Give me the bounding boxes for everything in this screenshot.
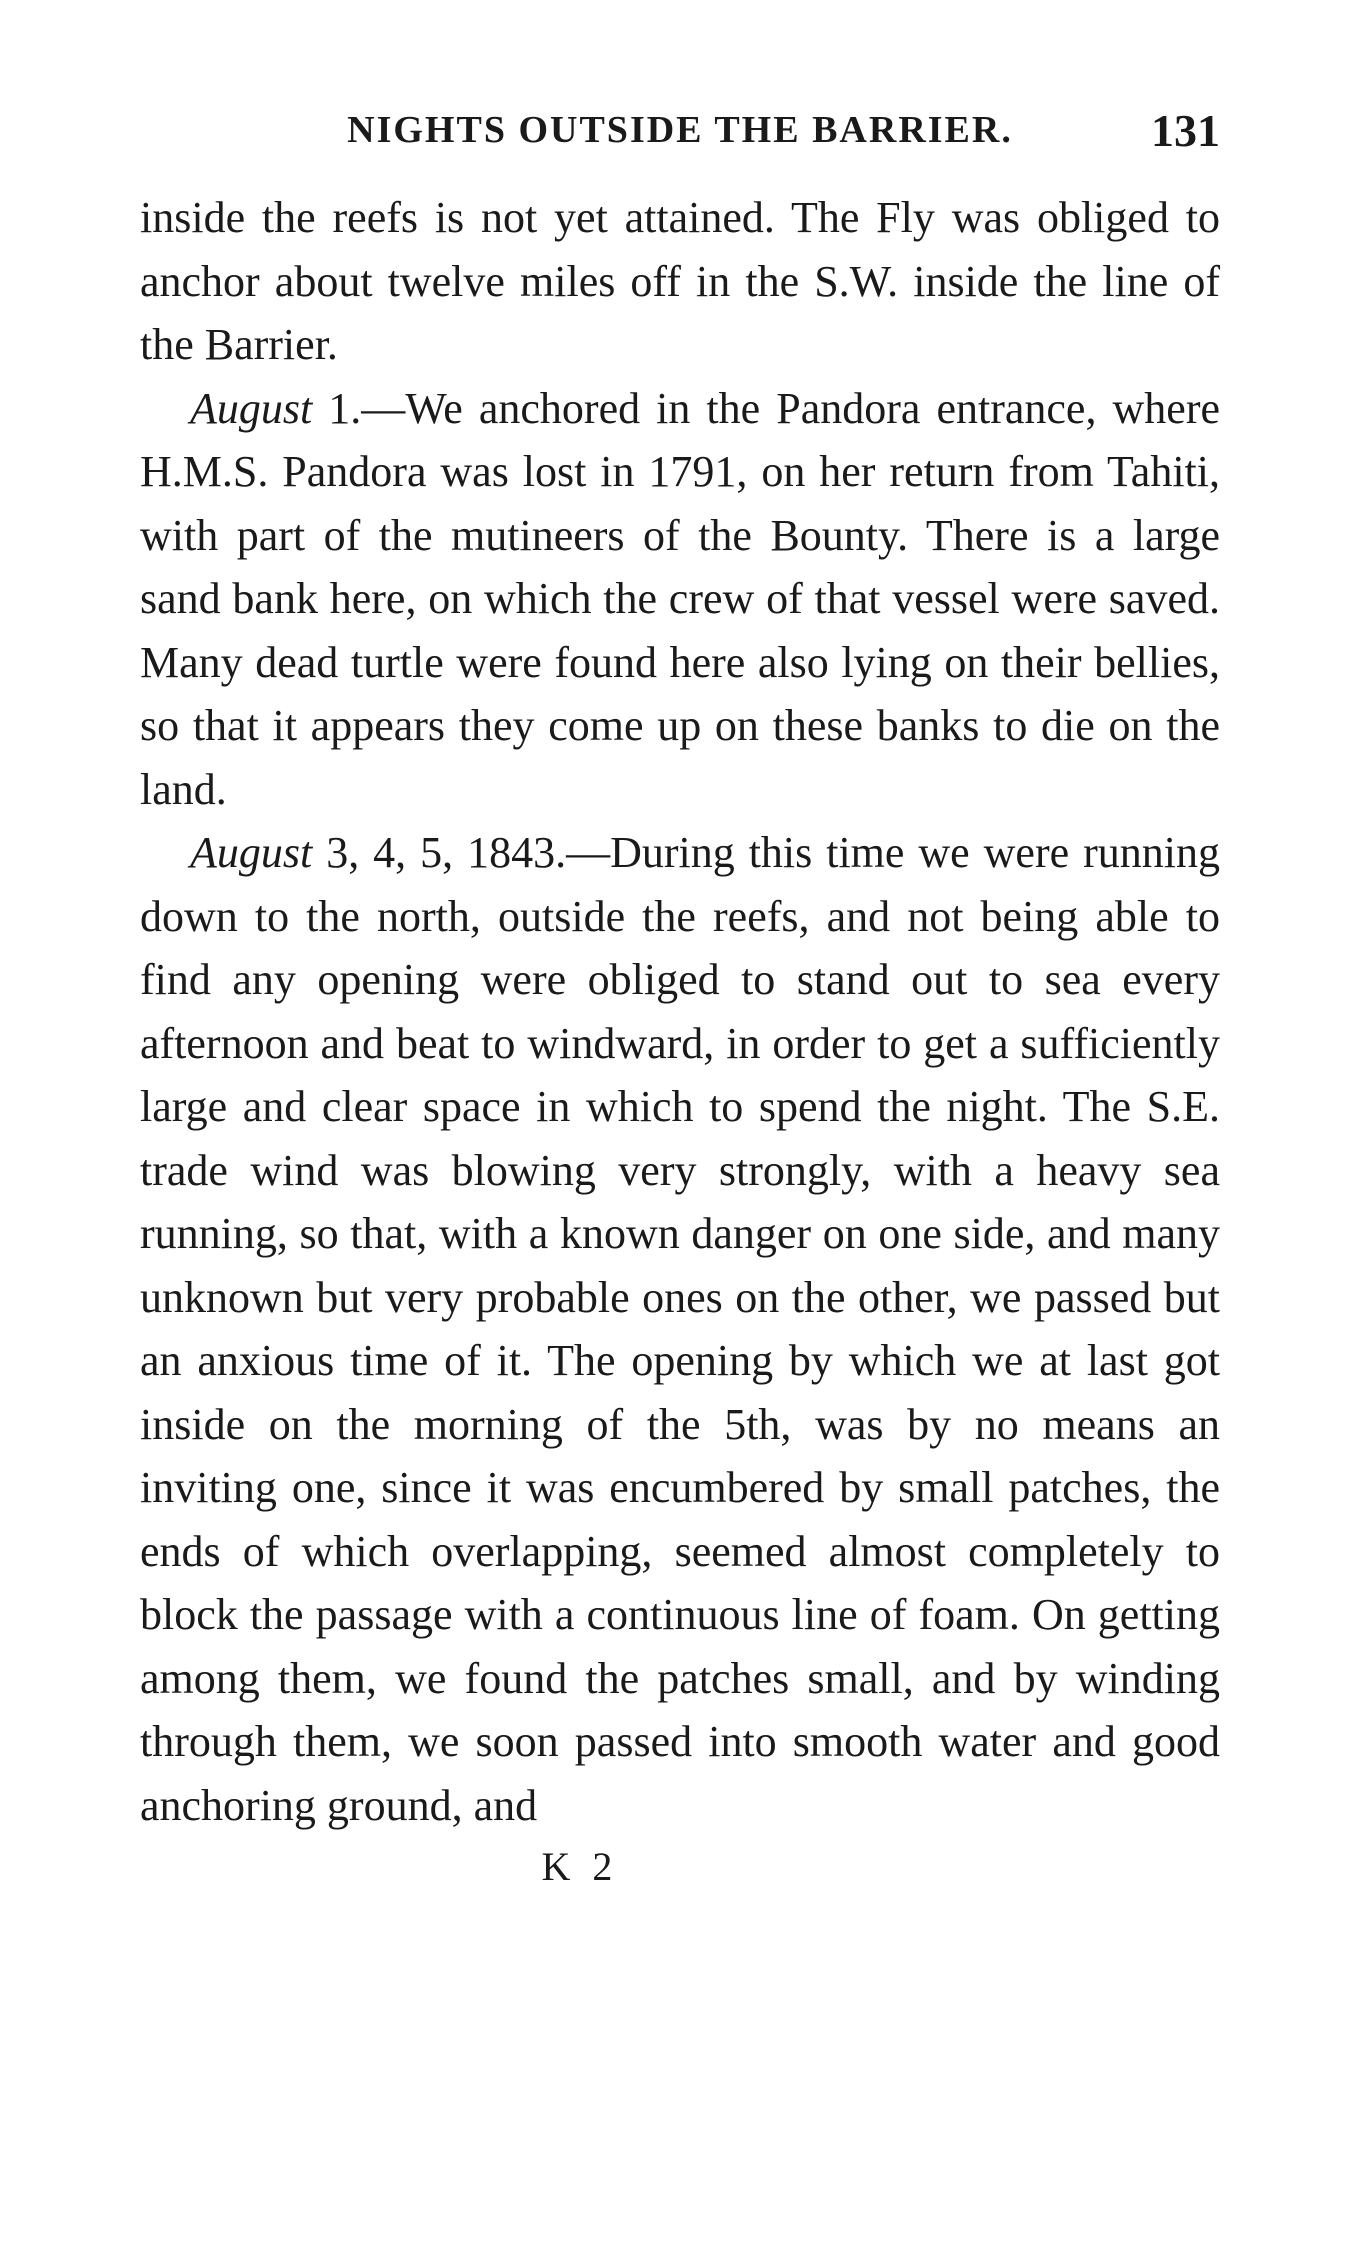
- paragraph-2-date: August: [190, 383, 313, 433]
- paragraph-3-text: 3, 4, 5, 1843.—During this time we were running down to the north, outside the reefs, and not being able to find any opening were obliged to stand out to sea every afternoon and beat to windward, in order to get a sufficiently large and clear space in which to spend the night. The S.E. trade wind was blowing very strongly, with a heavy sea running, so that, with a known danger on one side, and many unknown but very probable ones on the other, we passed but an anxious time of it. The opening by which we at last got inside on the morning of the 5th, was by no means an inviting one, since it was encumbered by small patches, the ends of which overlapping, seemed almost completely to block the passage with a continuous line of foam. On getting among them, we found the patches small, and by winding through them, we soon passed into smooth water and good anchoring ground, and: [140, 828, 1220, 1830]
- paragraph-2-text: 1.—We anchored in the Pandora entrance, where H.M.S. Pandora was lost in 1791, on her return from Tahiti, with part of the mutineers of the Bounty. There is a large sand bank here, on which the crew of that vessel were saved. Many dead turtle were found here also lying on their bellies, so that it appears they come up on these banks to die on the land.: [140, 383, 1220, 814]
- signature-mark: K 2: [541, 1844, 619, 1889]
- paragraph-2: [140, 377, 1220, 822]
- paragraph-1-text: inside the reefs is not yet attained. The Fly was obliged to anchor about twelve miles off in the S.W. inside the line of the Barrier.: [140, 193, 1220, 369]
- book-page: [140, 105, 1220, 1890]
- body-text: [140, 186, 1220, 1837]
- paragraph-3: [140, 821, 1220, 1837]
- paragraph-1: [140, 186, 1220, 377]
- running-head: [140, 105, 1220, 164]
- paragraph-3-date: August: [190, 828, 313, 877]
- page-number: 131: [1151, 105, 1220, 156]
- running-title: NIGHTS OUTSIDE THE BARRIER.: [347, 109, 1013, 151]
